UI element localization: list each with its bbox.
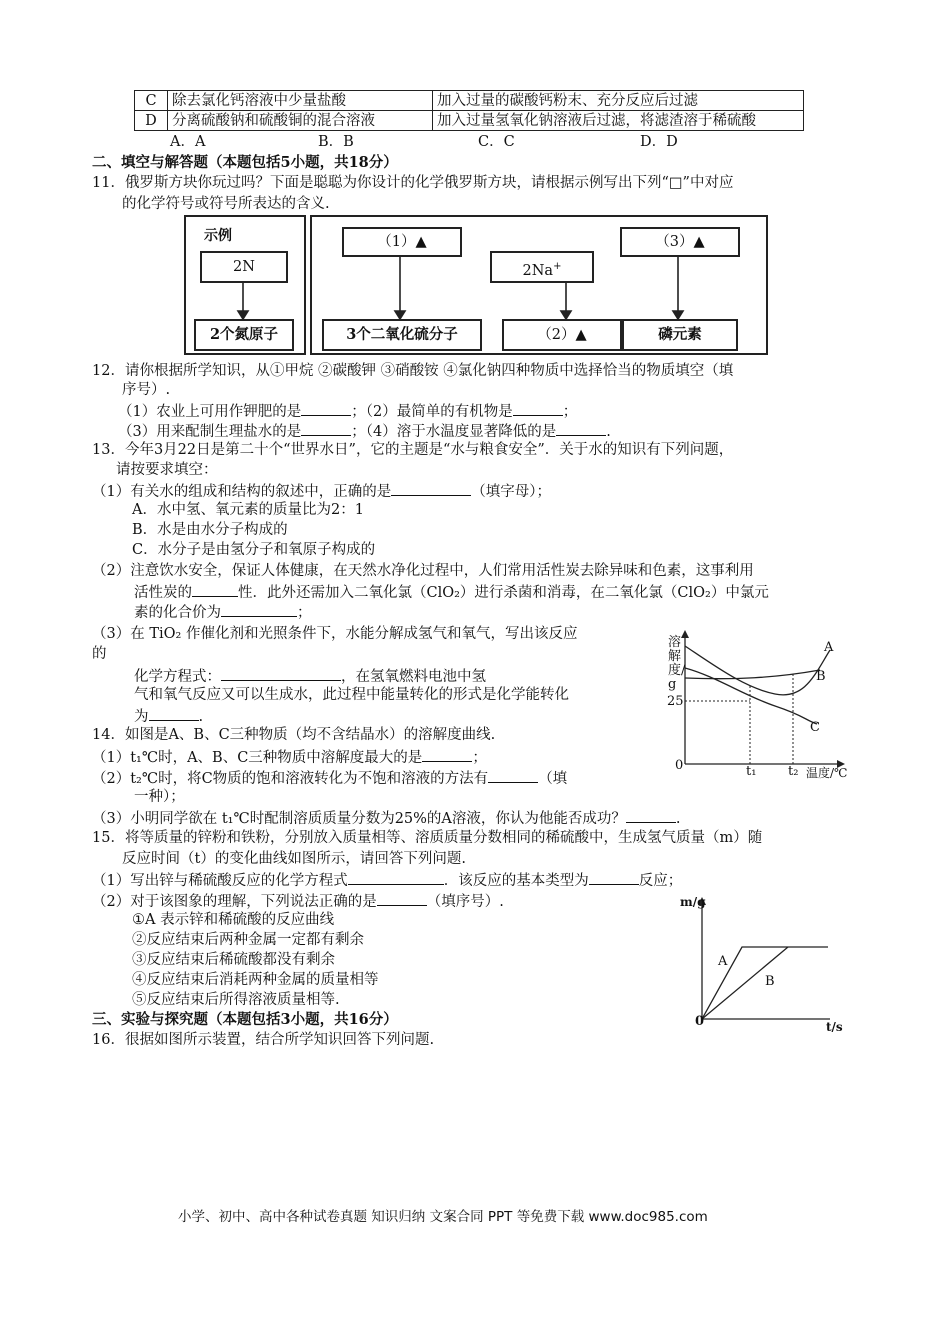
q15-line2: 反应时间（t）的变化曲线如图所示，请回答下列问题. [122,851,466,867]
answer-blank[interactable] [221,666,341,681]
semicolon: ； [562,404,578,420]
q13-line2: 请按要求填空： [116,462,218,478]
answer-blank[interactable] [626,808,676,823]
semicolon: ； [297,605,312,621]
q15-part2 [92,891,504,911]
na-box [490,251,594,283]
q14-part3 [92,808,681,828]
q13-part2-text2: 性．此外还需加入二氧化氯（ClO₂）进行杀菌和消毒，在二氧化氯（ClO₂）中氯元 [238,585,769,601]
q15-part1-text: （1）写出锌与稀硫酸反应的化学方程式 [92,873,348,889]
q12-p3: （3）用来配制生理盐水的是 [118,424,302,440]
q11-line1: 11．俄罗斯方块你玩过吗？下面是聪聪为你设计的化学俄罗斯方块，请根据示例写出下列“□”中对应 [92,175,734,191]
blank-3-box [620,227,740,257]
example-bottom-text: 2个氮原子 [209,326,279,343]
q13-option-b: B．水是由水分子构成的 [132,522,288,538]
q15-part2-suffix: （填序号）. [426,894,504,910]
q11-line2: 的化学符号或符号所表达的含义. [122,196,330,212]
options-table [134,90,804,131]
semicolon: ； [472,750,487,766]
example-top-box [200,251,288,283]
q15-statement-2: ②反应结束后两种金属一定都有剩余 [132,932,364,948]
q13-part3-text3: 为 [134,709,149,725]
chart2-label-b: B [765,974,775,989]
answer-blank[interactable] [488,768,538,783]
q13-part1-text: （1）有关水的组成和结构的叙述中，正确的是 [92,484,392,500]
chart2-xlabel: t/s [826,1020,843,1034]
q15-part1 [92,870,682,890]
q13-part1-suffix: （填字母）； [471,484,551,500]
q13-part3-text2: ，在氢氧燃料电池中氢 [341,669,486,685]
na-text: 2Na [522,262,554,279]
option-letter: D [135,111,168,131]
q14-line1: 14．如图是A、B、C三种物质（均不含结晶水）的溶解度曲线. [92,727,496,743]
blank-1-label: （1）▲ [377,234,427,250]
q13-line1: 13．今年3月22日是第二十个“世界水日”，它的主题是“水与粮食安全”．关于水的知识有下列问题， [92,442,734,458]
q13-part2-text: 活性炭的 [134,585,192,601]
chart1-t1: t₁ [746,764,757,779]
period: . [675,811,681,827]
na-charge: + [553,261,562,272]
table-row [135,91,804,111]
phosphorus-box [622,319,738,351]
blank-2-box [502,319,622,351]
q15-part1-text2: ．该反应的基本类型为 [443,873,589,889]
q15-part1-suffix: 反应； [638,873,683,889]
curve-c [685,668,817,724]
y-axis-arrow [681,630,689,638]
q12-line4 [118,421,611,441]
option-letter: C [135,91,168,111]
answer-blank[interactable] [391,481,471,496]
curve-b [685,670,820,679]
chart1-origin: 0 [675,758,684,773]
period: . [198,709,204,725]
q15-statement-4: ④反应结束后消耗两种金属的质量相等 [132,972,379,988]
q14-part2-text: （2）t₂℃时，将C物质的饱和溶液转化为不饱和溶液的方法有 [92,771,489,787]
q12-p1: （1）农业上可用作钾肥的是 [118,404,302,420]
q15-statement-1: ①A 表示锌和稀硫酸的反应曲线 [132,912,335,928]
answer-blank[interactable] [192,582,238,597]
answer-blank[interactable] [513,401,563,416]
q14-part2 [92,768,567,788]
chart1-label-c: C [810,720,820,735]
chart2-ylabel: m/g [680,895,706,909]
answer-blank[interactable] [556,421,606,436]
phosphorus-text: 磷元素 [658,326,702,343]
answer-b: B．B [318,134,354,150]
q13-part2-line3 [134,602,312,622]
q14-part3-text: （3）小明同学欲在 t₁℃时配制溶质质量分数为25%的A溶液，你认为他能否成功？ [92,811,626,827]
na-symbol [492,253,592,285]
footer: 小学、初中、高中各种试卷真题 知识归纳 文案合同 PPT 等免费下载 www.doc985.com [178,1209,708,1225]
q14-part2-suffix: （填 [538,771,568,787]
mass-time-chart [690,895,840,1025]
q13-option-c: C．水分子是由氢分子和氧原子构成的 [132,542,376,558]
chart1-label-b: B [816,669,826,684]
answer-c: C．C [478,134,515,150]
answer-blank[interactable] [221,602,297,617]
chart2-origin: 0 [695,1014,705,1029]
blank-2-label: （2）▲ [537,327,587,343]
q14-part1 [92,747,487,767]
q13-part3-line4: 气和氧气反应又可以生成水，此过程中能量转化的形式是化学能转化 [134,687,569,703]
blank-3-label: （3）▲ [655,234,705,250]
example-top-text: 2N [233,259,255,275]
answer-d: D．D [640,134,678,150]
q15-statement-5: ⑤反应结束后所得溶液质量相等. [132,992,340,1008]
q13-part3-line2: 的 [92,646,107,662]
q13-part2-text3: 素的化合价为 [134,605,221,621]
chart1-xlabel: 温度/℃ [806,766,848,780]
table-row [135,111,804,131]
q14-part2-line2: 一种）； [134,789,185,805]
chart1-t2: t₂ [788,764,799,779]
answer-blank[interactable] [149,706,199,721]
q15-line1: 15．将等质量的锌粉和铁粉，分别放入质量相等、溶质质量分数相同的稀硫酸中，生成氢气质量（m）随 [92,830,763,846]
q13-part3-line1: （3）在 TiO₂ 作催化剂和光照条件下，水能分解成氢气和氧气，写出该反应 [92,626,578,642]
tetris-diagram [184,215,768,355]
q15-part2-text: （2）对于该图象的理解，下列说法正确的是 [92,894,377,910]
option-method: 加入过量氢氧化钠溶液后过滤，将滤渣溶于稀硫酸 [433,111,804,131]
q13-part2-line1: （2）注意饮水安全，保证人体健康，在天然水净化过程中，人们常用活性炭去除异味和色素，这事利用 [92,563,754,579]
curve-b [702,947,788,1019]
section-3-heading: 三、实验与探究题（本题包括3小题，共16分） [92,1011,398,1028]
option-purpose: 分离硫酸钠和硫酸铜的混合溶液 [168,111,433,131]
q14-part1-text: （1）t₁℃时，A、B、C三种物质中溶解度最大的是 [92,750,423,766]
answer-blank[interactable] [422,747,472,762]
example-title: 示例 [204,228,232,244]
q13-part3-line3 [134,666,486,686]
answer-blank[interactable] [301,401,351,416]
curve-a [685,646,830,695]
option-purpose: 除去氯化钙溶液中少量盐酸 [168,91,433,111]
q12-line2: 序号）. [122,382,171,398]
answer-blank[interactable] [348,870,444,885]
q16-line: 16．很据如图所示装置，结合所学知识回答下列问题. [92,1032,435,1048]
chart1-ylabel: 溶解度/g [668,635,686,692]
q12-p4: ；（4）溶于水温度显著降低的是 [351,424,557,440]
section-2-heading: 二、填空与解答题（本题包括5小题，共18分） [92,154,398,171]
chart2-label-a: A [718,954,728,969]
answer-blank[interactable] [589,870,639,885]
option-method: 加入过量的碳酸钙粉末、充分反应后过滤 [433,91,804,111]
q15-statement-3: ③反应结束后稀硫酸都没有剩余 [132,952,335,968]
q13-part1 [92,481,551,501]
so2-text: 3个二氧化硫分子 [346,326,458,343]
chart1-y25: 25 [667,694,684,709]
period: . [606,424,611,440]
q12-line3 [118,401,577,421]
so2-box [322,319,482,351]
answer-blank[interactable] [377,891,427,906]
q12-line1: 12．请你根据所学知识，从①甲烷 ②碳酸钾 ③硝酸铵 ④氯化钠四种物质中选择恰当的物质填空（填 [92,363,734,379]
answer-blank[interactable] [301,421,351,436]
blank-1-box [342,227,462,257]
q12-p2: ；（2）最简单的有机物是 [351,404,513,420]
q13-part2-line2 [134,582,769,602]
q13-option-a: A．水中氢、氧元素的质量比为2：1 [132,502,364,518]
answer-a: A．A [170,134,206,150]
example-bottom-box [194,319,294,351]
q13-part3-line5 [134,706,203,726]
q13-part3-text: 化学方程式： [134,669,221,685]
chart1-label-a: A [824,640,834,655]
